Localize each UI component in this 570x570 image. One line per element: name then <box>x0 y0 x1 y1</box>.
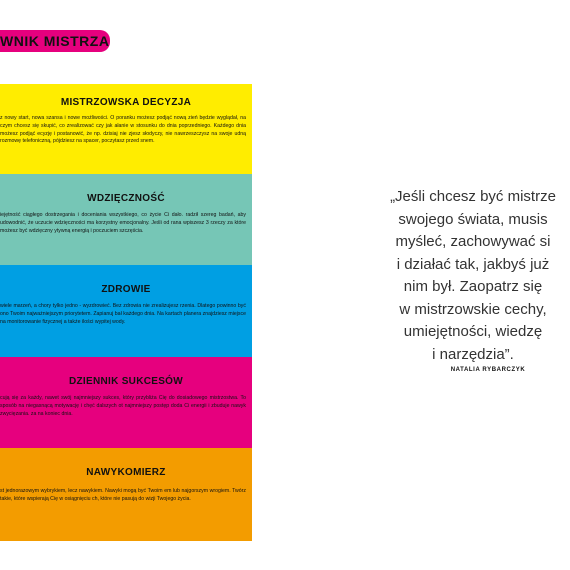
section-line: ch, które nie pasują do wizji Twojego życia. <box>92 495 191 502</box>
section-line: zień będzie wyglądał, na czym chcesz się skupić, co zrealizować czy jak <box>0 115 247 129</box>
section-habit-tracker <box>0 448 252 541</box>
quote-block <box>376 186 570 366</box>
section-body <box>0 395 252 418</box>
section-body <box>0 212 252 235</box>
quote-author: NATALIA RYBARCZYK <box>450 367 526 373</box>
section-line: udną rozmowę telefoniczną, pójdziesz na spacer, poczytasz przed snem. <box>0 130 246 145</box>
section-body <box>0 488 252 504</box>
section-decision <box>0 84 252 174</box>
section-line: ecyzję i postanowić, że np. dzisiaj nie zjesz słodyczy, nie nawrzeszczysz na swoje <box>37 130 233 137</box>
section-gratitude <box>0 174 252 265</box>
section-line: wiele marzeń, a chory tylko jedno - wyzdrowieć. Bez zdrowia nie zrealizujesz <box>0 303 179 309</box>
quote-line: swojego świata, musis <box>398 210 548 228</box>
page-title: WNIK MISTRZA <box>0 33 110 49</box>
section-health <box>0 265 252 357</box>
section-line: ytywną energią i poczuciem szczęścia. <box>54 227 144 234</box>
quote-line: myśleć, zachowywać si <box>395 233 551 250</box>
section-line: cują się za każdy, nawet swój najmniejszy sukces, który przybliża Cię do <box>0 395 175 401</box>
section-success-journal <box>0 357 252 448</box>
quote-line: i działać tak, jakbyś już <box>396 255 550 273</box>
quote-line: nim był. Zaopatrz się <box>403 278 543 295</box>
section-title: WDZIĘCZNOŚĆ <box>87 193 165 204</box>
section-line: radził szereg badań, aby udowodnić, że uczucie wdzięczności ma korzystny <box>0 212 246 226</box>
section-line: emocjonalny. Jeśli od rana wpiszesz 3 rzeczy za które możesz być wdzięczny <box>0 219 246 234</box>
quote-line: i narzędzia”. <box>432 345 514 363</box>
section-line: em lub najgorszym wrogiem. Twórz takie, które wspierają Cię w osiągnięciu <box>0 488 247 502</box>
section-title: NAWYKOMIERZ <box>86 467 166 478</box>
quote-line: „Jeśli chcesz być mistrze <box>390 188 556 205</box>
section-line: za na koniec dnia. <box>30 410 73 417</box>
quote-line: umiejętności, wiedzę <box>403 323 543 340</box>
section-line: dosiadowego mistrzostwa. To sposób na niegasnącą motywację i chęć dalszych <box>0 395 246 409</box>
section-line: ot najmniejszy postęp doda Ci energii i zbuduje nawyk zwycięzania. <box>0 402 246 417</box>
section-line: bał każdego dnia. Na kartach planera znajdziesz miejsce na monitorowanie <box>0 310 246 325</box>
quote-line: w mistrzowskie cechy, <box>399 300 547 318</box>
section-title: ZDROWIE <box>101 284 151 295</box>
section-line: rzenia. Dlatego powinno być ono Twoim najważniejszym priorytetem. Zapianuj <box>0 303 246 317</box>
section-line: iejętność ciągłego dostrzegania i doceniania wszystkiego, co życie Ci dało. <box>0 212 183 218</box>
section-body <box>0 303 252 326</box>
section-line: st jednorazowym wybrykiem, lecz nawykiem. Nawyki mogą być Twoim <box>0 488 163 494</box>
section-title: DZIENNIK SUKCESÓW <box>69 376 183 387</box>
section-line: ałanie w stosunku do dnia poprzedniego. Każdego dnia możesz podjąć <box>0 122 246 137</box>
section-line: z nowy start, nowa szansa i nowe możliwości. O poranku możesz podjąć nową <box>0 115 187 121</box>
section-line: fizycznej a także ilości wypitej wody. <box>42 318 126 325</box>
section-body <box>0 115 252 146</box>
section-title: MISTRZOWSKA DECYZJA <box>60 97 192 108</box>
